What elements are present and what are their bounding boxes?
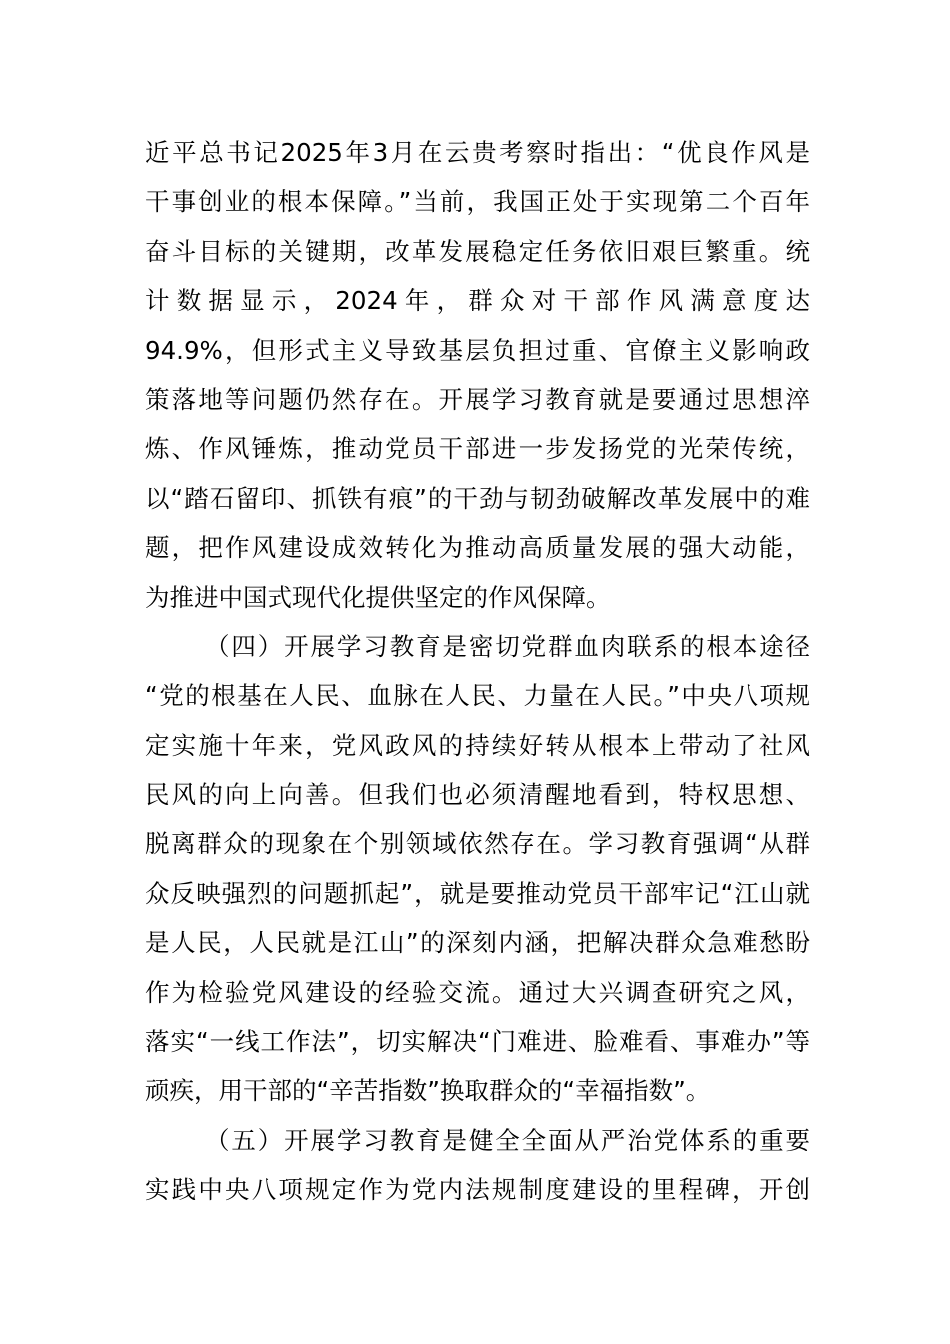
text-line: 是人民，人民就是江山”的深刻内涵，把解决群众急难愁盼 (145, 928, 810, 958)
text-line: “党的根基在人民、血脉在人民、力量在人民。”中央八项规 (145, 681, 810, 711)
text-line: 奋斗目标的关键期，改革发展稳定任务依旧艰巨繁重。统 (145, 236, 810, 266)
text-line: 94.9%，但形式主义导致基层负担过重、官僚主义影响政 (145, 335, 810, 365)
text-line: 题，把作风建设成效转化为推动高质量发展的强大动能， (145, 533, 810, 563)
text-line: 计数据显示，2024年，群众对干部作风满意度达 (145, 286, 810, 316)
text-line: 落实“一线工作法”，切实解决“门难进、脸难看、事难办”等 (145, 1027, 810, 1057)
text-line: 民风的向上向善。但我们也必须清醒地看到，特权思想、 (145, 780, 810, 810)
section-heading-five: （五）开展学习教育是健全全面从严治党体系的重要 (205, 1125, 810, 1155)
text-line: 实践中央八项规定作为党内法规制度建设的里程碑，开创 (145, 1175, 810, 1205)
section-heading-four: （四）开展学习教育是密切党群血肉联系的根本途径 (205, 631, 810, 661)
body-text (145, 128, 810, 1215)
text-line: 定实施十年来，党风政风的持续好转从根本上带动了社风 (145, 730, 810, 760)
text-line: 炼、作风锤炼，推动党员干部进一步发扬党的光荣传统， (145, 434, 810, 464)
text-line: 以“踏石留印、抓铁有痕”的干劲与韧劲破解改革发展中的难 (145, 483, 810, 513)
text-line: 近平总书记2025年3月在云贵考察时指出：“优良作风是 (145, 138, 810, 167)
text-line: 干事创业的根本保障。”当前，我国正处于实现第二个百年 (145, 187, 810, 217)
text-line: 众反映强烈的问题抓起”，就是要推动党员干部牢记“江山就 (145, 878, 810, 908)
paragraph-end-line: 为推进中国式现代化提供坚定的作风保障。 (145, 582, 611, 612)
text-line: 脱离群众的现象在个别领域依然存在。学习教育强调“从群 (145, 829, 810, 859)
text-line: 作为检验党风建设的经验交流。通过大兴调查研究之风， (145, 977, 810, 1007)
paragraph-end-line: 顽疾，用干部的“辛苦指数”换取群众的“幸福指数”。 (145, 1076, 711, 1106)
text-line: 策落地等问题仍然存在。开展学习教育就是要通过思想淬 (145, 384, 810, 414)
